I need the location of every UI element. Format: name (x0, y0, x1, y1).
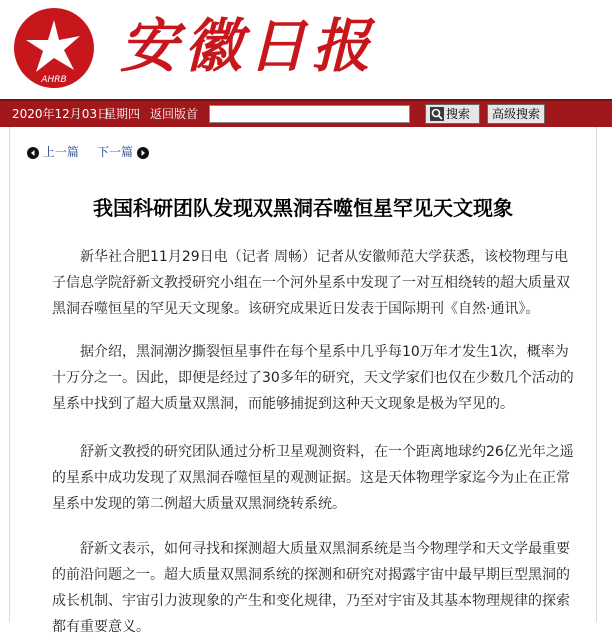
article-content (9, 127, 597, 635)
article-paragraph: 新华社合肥11月29日电（记者 周畅）记者从安徽师范大学获悉，该校物理与电子信息学院舒新文教授研究小组在一个河外星系中发现了一对互相绕转的超大质量双黑洞吞噬恒星的罕见天文现象。该研究成果近日发表于国际期刊《自然·通讯》。 (52, 249, 570, 317)
next-article-label: 下一篇 (97, 145, 134, 159)
brand-name: 安徽日报 (120, 12, 377, 80)
next-arrow-icon (137, 147, 149, 159)
article-title: 我国科研团队发现双黑洞吞噬恒星罕见天文现象 (93, 196, 513, 220)
logo-text: AHRB (41, 75, 67, 85)
back-to-front-page-link[interactable]: 返回版首 (150, 107, 199, 121)
toolbar (0, 99, 612, 127)
weekday-text: 星期四 (104, 107, 141, 121)
search-input[interactable] (209, 105, 410, 123)
article-paragraph: 据介绍，黑洞潮汐撕裂恒星事件在每个星系中几乎每10万年才发生1次，概率为十万分之一。因此，即便是经过了30多年的研究，天文学家们也仅在少数几个活动的星系中找到了超大质量双黑洞，而能够捕捉到这种天文现象是极为罕见的。 (52, 344, 574, 412)
search-button-label: 搜索 (446, 106, 471, 121)
search-icon (430, 107, 444, 121)
search-button[interactable] (425, 104, 480, 124)
previous-article-label: 上一篇 (42, 145, 79, 159)
next-article-link[interactable] (97, 143, 149, 161)
masthead (0, 0, 612, 98)
prev-arrow-icon (27, 147, 39, 159)
advanced-search-button[interactable]: 高级搜索 (487, 104, 545, 124)
newspaper-logo[interactable] (12, 6, 96, 90)
previous-article-link[interactable] (27, 143, 79, 161)
article-paragraph: 舒新文教授的研究团队通过分析卫星观测资料，在一个距离地球约26亿光年之遥的星系中成功发现了双黑洞吞噬恒星的观测证据。这是天体物理学家迄今为止在正常星系中发现的第二例超大质量双黑洞绕转系统。 (52, 444, 574, 512)
article-paragraph: 舒新文表示，如何寻找和探测超大质量双黑洞系统是当今物理学和天文学最重要的前沿问题之一。超大质量双黑洞系统的探测和研究对揭露宇宙中最早期巨型黑洞的成长机制、宇宙引力波现象的产生和变化规律，乃至对宇宙及其基本物理规律的探索都有重要意义。 (52, 541, 570, 635)
date-text: 2020年12月03日 (12, 107, 110, 121)
